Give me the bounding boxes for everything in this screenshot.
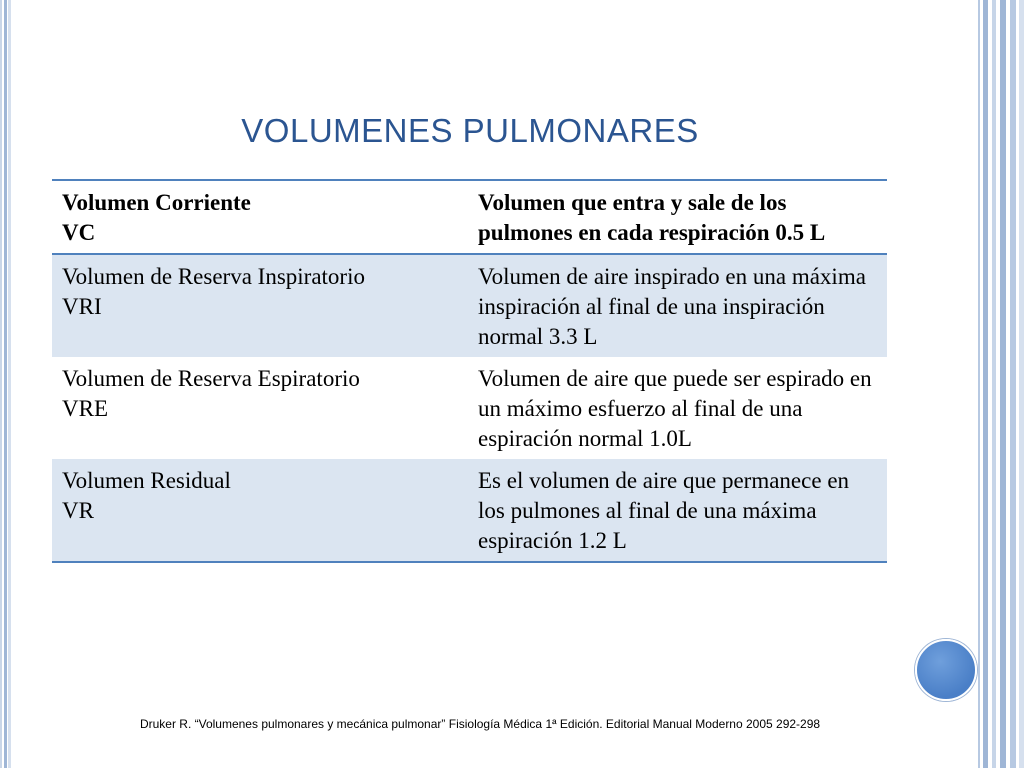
row-name: Volumen de Reserva Inspiratorio [62, 264, 365, 289]
header-name: Volumen Corriente [62, 190, 251, 215]
row-description-cell: Volumen de aire que puede ser espirado en un máximo esfuerzo al final de una espiración normal 1.0L [478, 366, 872, 451]
header-name-cell [52, 180, 468, 254]
header-description-cell: Volumen que entra y sale de los pulmones en cada respiración 0.5 L [478, 190, 826, 245]
row-description-cell: Volumen de aire inspirado en una máxima inspiración al final de una inspiración normal 3.3 L [478, 264, 866, 349]
slide-title: VOLUMENES PULMONARES [241, 112, 699, 149]
row-description-cell: Es el volumen de aire que permanece en los pulmones al final de una máxima espiración 1.2 L [478, 468, 850, 553]
table-row [52, 459, 887, 562]
decorative-circle [915, 639, 977, 701]
row-name: Volumen Residual [62, 468, 231, 493]
lung-volumes-table [52, 179, 887, 563]
right-border-stripes [976, 0, 1024, 768]
table-header-row [52, 180, 887, 254]
row-abbrev: VRE [62, 396, 108, 421]
row-name: Volumen de Reserva Espiratorio [62, 366, 360, 391]
row-name-cell [52, 459, 468, 562]
row-abbrev: VRI [62, 294, 102, 319]
table-row [52, 357, 887, 459]
row-abbrev: VR [62, 498, 94, 523]
header-abbrev: VC [62, 220, 96, 245]
row-name-cell [52, 357, 468, 459]
row-name-cell [52, 254, 468, 357]
table-row [52, 254, 887, 357]
citation-footer: Druker R. “Volumenes pulmonares y mecánica pulmonar” Fisiología Médica 1ª Edición. Editorial Manual Moderno 2005 292-298 [139, 717, 821, 731]
